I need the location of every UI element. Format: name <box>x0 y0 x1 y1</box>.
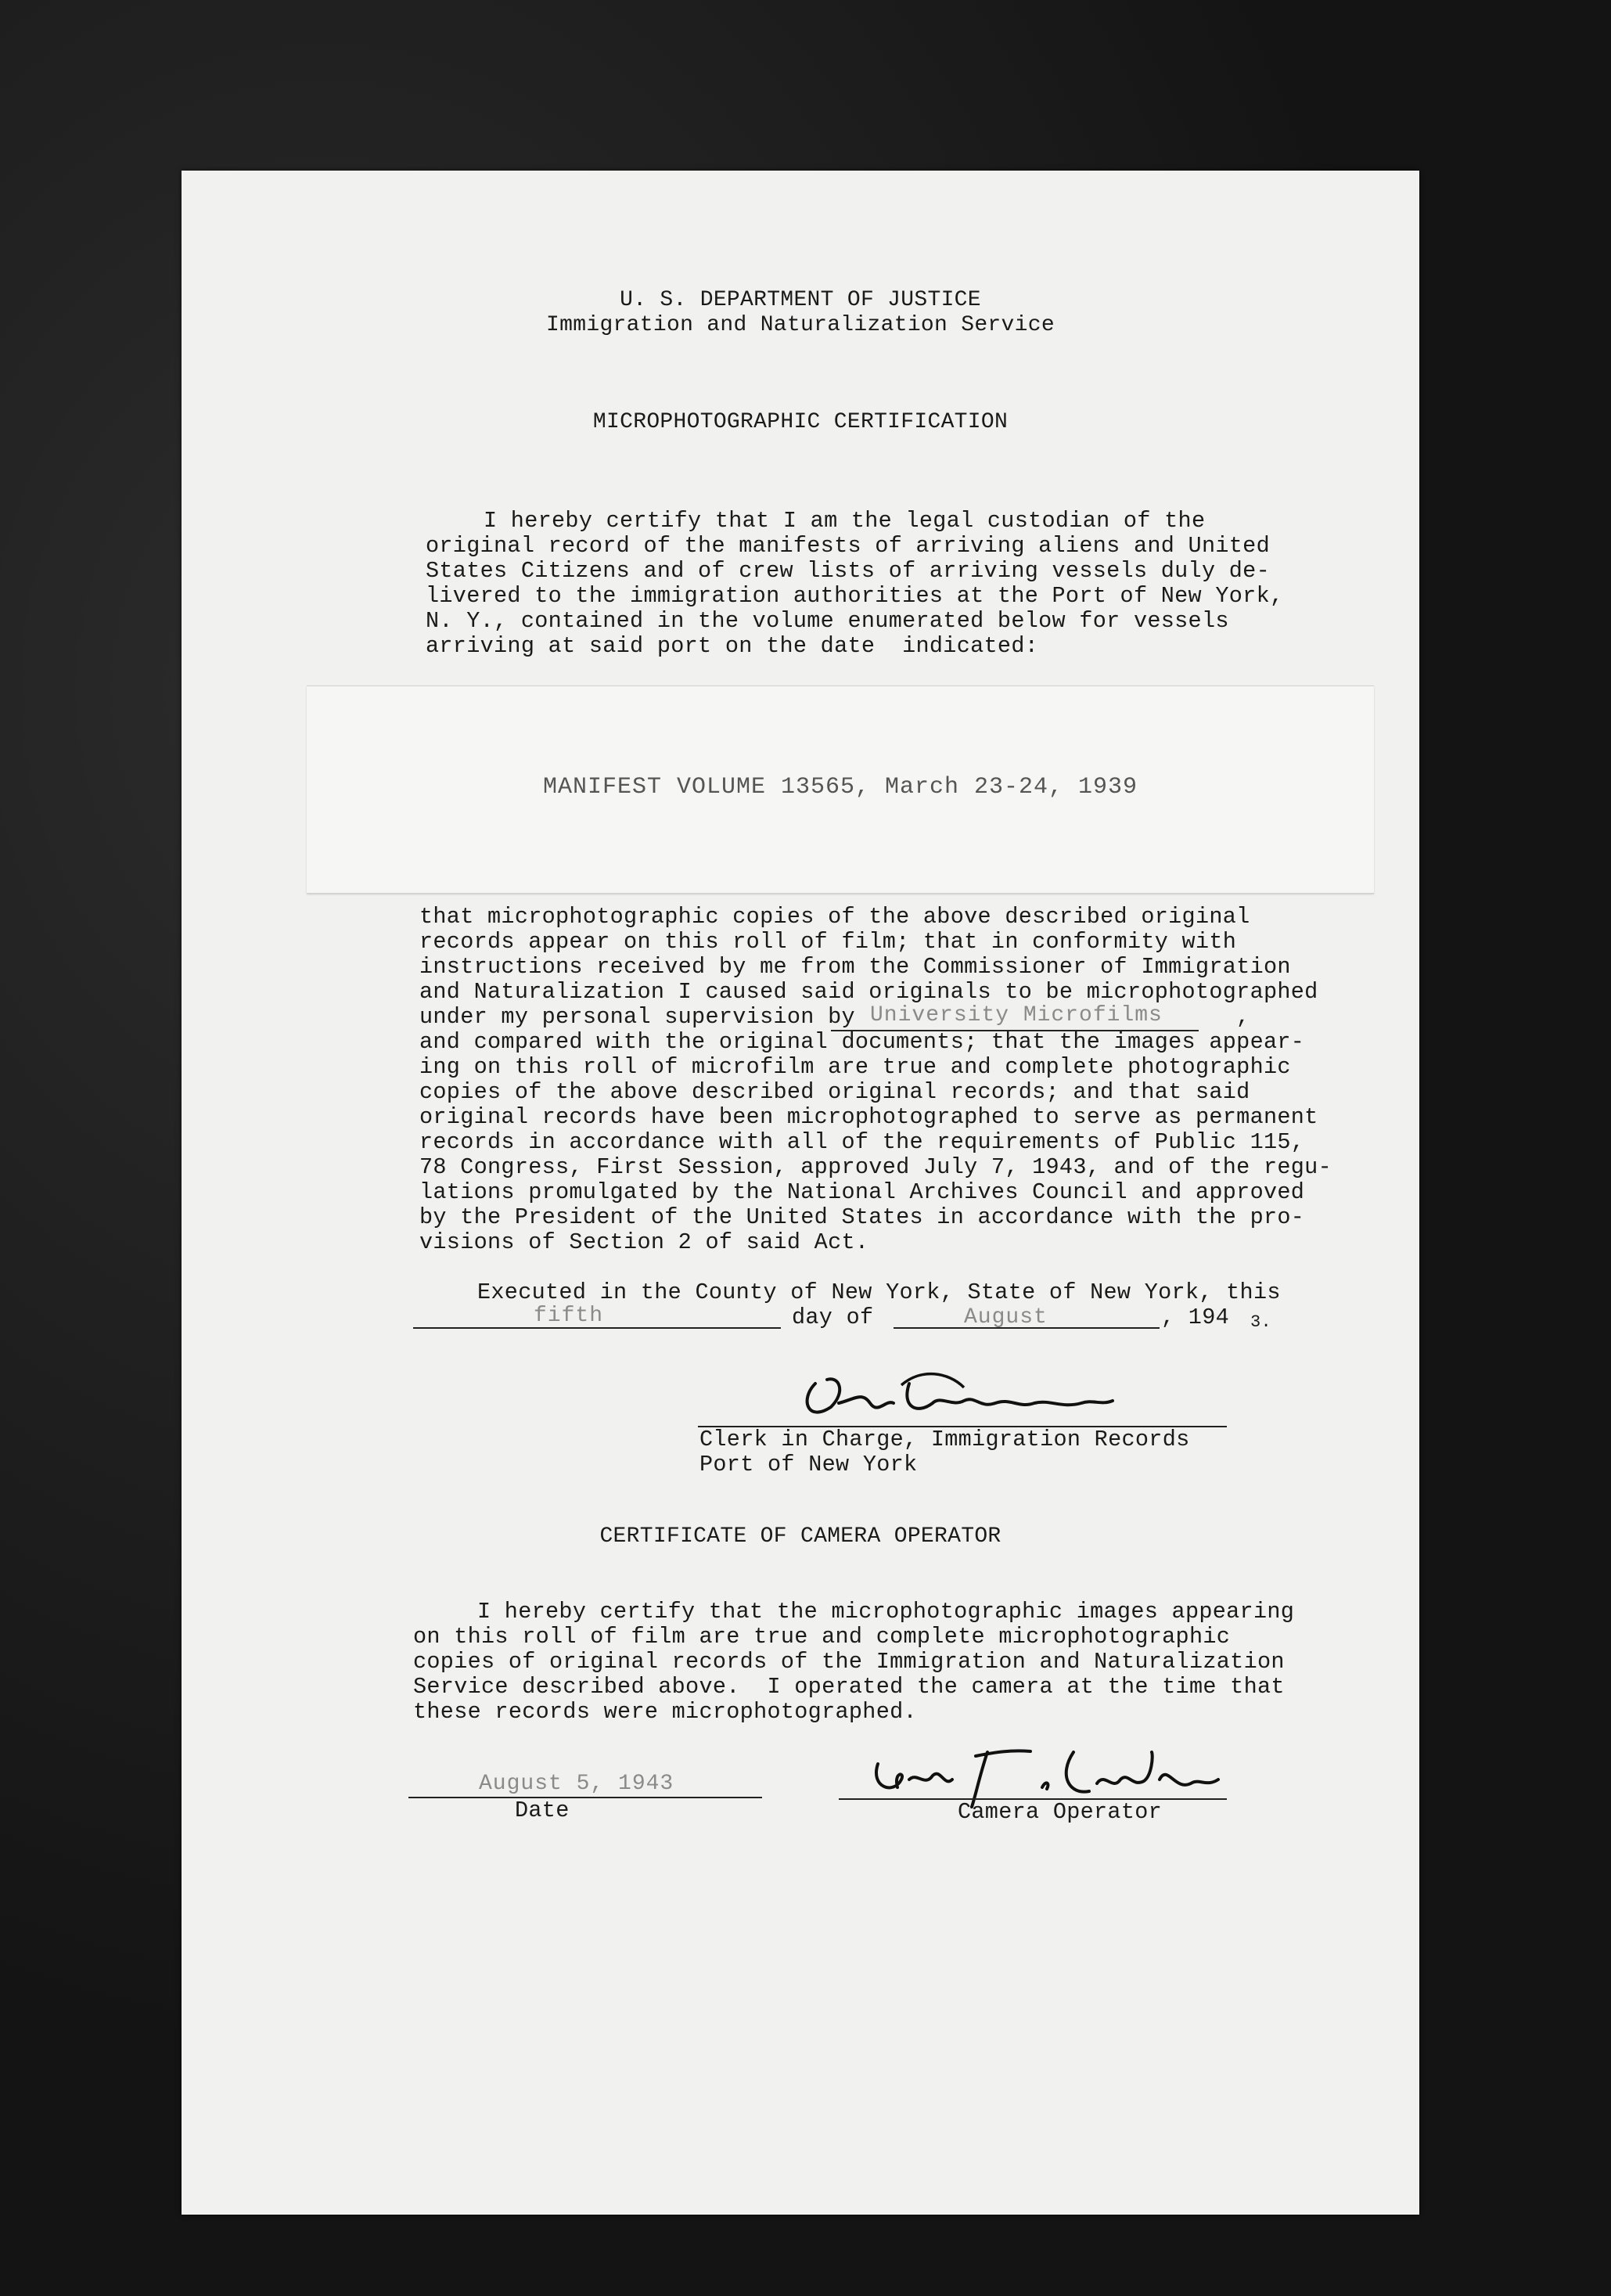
date-underline <box>408 1797 762 1798</box>
body-line: and Naturalization I caused said originals to be microphotographed <box>419 979 1318 1005</box>
operator-line: copies of original records of the Immigration and Naturalization <box>413 1649 1285 1675</box>
operator-line: on this roll of film are true and complete microphotographic <box>413 1624 1231 1650</box>
body-line: records appear on this roll of film; that in conformity with <box>419 929 1237 955</box>
clerk-title: Clerk in Charge, Immigration Records <box>699 1427 1190 1452</box>
executed-line: Executed in the County of New York, State of New York, this <box>477 1279 1281 1305</box>
operator-section-title: CERTIFICATE OF CAMERA OPERATOR <box>599 1524 1001 1549</box>
body-line: 78 Congress, First Session, approved July 7, 1943, and of the regu- <box>419 1154 1332 1180</box>
service-heading: Immigration and Naturalization Service <box>546 313 1055 337</box>
year-prefix: , 194 <box>1161 1305 1230 1330</box>
body-line: and compared with the original documents; that the images appear- <box>419 1029 1305 1055</box>
intro-line: States Citizens and of crew lists of arriving vessels duly de- <box>426 558 1270 584</box>
intro-line: original record of the manifests of arriving aliens and United <box>426 533 1270 559</box>
operator-date-value: August 5, 1943 <box>479 1772 674 1796</box>
intro-line: arriving at said port on the date indicated: <box>426 633 1039 659</box>
intro-line: livered to the immigration authorities at the Port of New York, <box>426 583 1284 609</box>
date-label: Date <box>515 1798 570 1823</box>
operator-line: these records were microphotographed. <box>413 1699 917 1725</box>
executed-day: fifth <box>534 1304 604 1328</box>
body-line: visions of Section 2 of said Act. <box>419 1229 869 1255</box>
department-heading: U. S. DEPARTMENT OF JUSTICE <box>620 288 981 312</box>
body-line: records in accordance with all of the requirements of Public 115, <box>419 1129 1305 1155</box>
body-line: original records have been microphotographed to serve as permanent <box>419 1104 1318 1130</box>
body-line: by the President of the United States in accordance with the pro- <box>419 1204 1305 1230</box>
manifest-insert-slip <box>307 686 1374 894</box>
operator-line: I hereby certify that the microphotographic images appearing <box>477 1599 1295 1625</box>
year-suffix: 3. <box>1250 1312 1272 1332</box>
body-line: copies of the above described original records; and that said <box>419 1079 1250 1105</box>
body-line: that microphotographic copies of the above described original <box>419 904 1250 930</box>
operator-line: Service described above. I operated the camera at the time that <box>413 1674 1285 1700</box>
intro-line: N. Y., contained in the volume enumerated below for vessels <box>426 608 1229 634</box>
certification-title: MICROPHOTOGRAPHIC CERTIFICATION <box>592 410 1009 434</box>
operator-label: Camera Operator <box>958 1799 1163 1825</box>
executed-month: August <box>964 1305 1048 1330</box>
supervisor-name: University Microfilms <box>870 1003 1163 1027</box>
body-line: ing on this roll of microfilm are true and complete photographic <box>419 1054 1291 1080</box>
clerk-port: Port of New York <box>699 1452 918 1477</box>
certificate-page <box>182 171 1419 2215</box>
body-line: lations promulgated by the National Archives Council and approved <box>419 1179 1305 1205</box>
clerk-signature <box>784 1360 1136 1431</box>
manifest-volume: MANIFEST VOLUME 13565, March 23-24, 1939 <box>542 774 1138 801</box>
day-of-label: day of <box>792 1305 874 1330</box>
body-line: under my personal supervision by <box>419 1004 855 1030</box>
comma-mark: , <box>1236 1004 1250 1030</box>
intro-line: I hereby certify that I am the legal custodian of the <box>484 508 1206 534</box>
body-line: instructions received by me from the Commissioner of Immigration <box>419 954 1291 980</box>
